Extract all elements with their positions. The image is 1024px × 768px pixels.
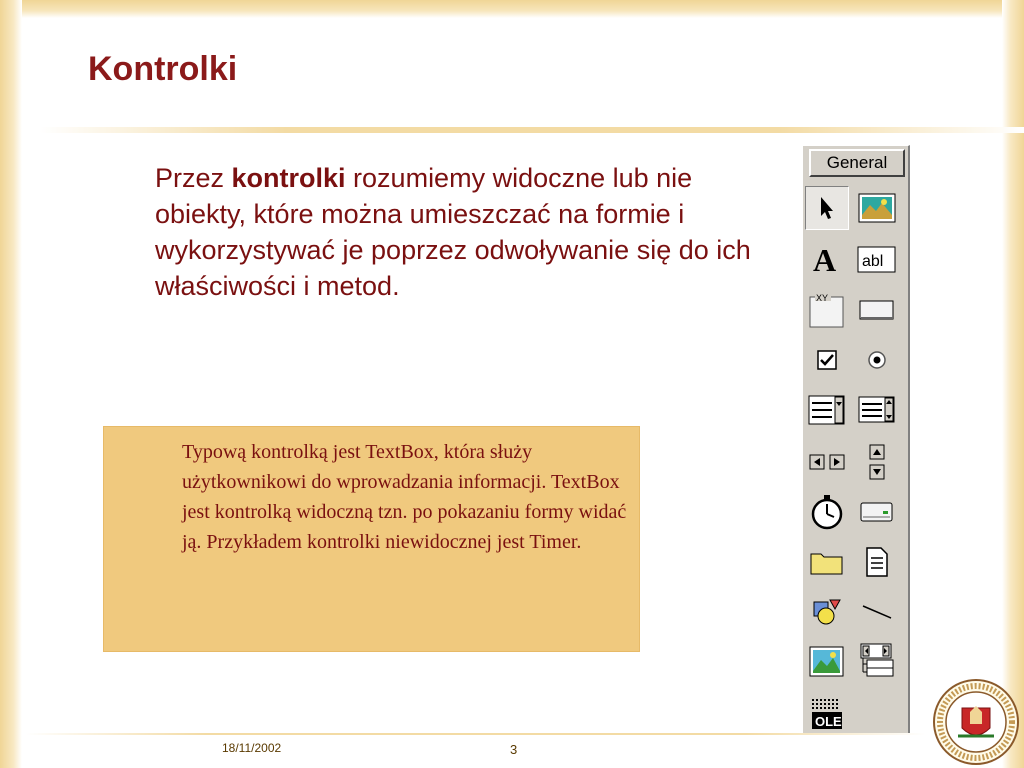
title-underline xyxy=(40,127,1024,133)
data-tool[interactable] xyxy=(855,640,899,684)
shape-tool[interactable] xyxy=(805,590,849,634)
filelistbox-tool[interactable] xyxy=(855,540,899,584)
data-icon xyxy=(857,642,897,682)
drivelistbox-tool[interactable] xyxy=(855,490,899,534)
slide-title: Kontrolki xyxy=(88,50,238,88)
vscrollbar-tool[interactable] xyxy=(855,440,899,484)
optionbutton-tool[interactable] xyxy=(855,338,899,382)
svg-text:A: A xyxy=(813,245,837,275)
note-text: Typową kontrolką jest TextBox, która służy użytkownikowi do wprowadzania informacji. TextBox jest kontrolką widoczną tzn. po pokazaniu formy widać ją. Przykładem kontrolki niewidocznej jest Timer. xyxy=(182,441,627,553)
school-seal-logo xyxy=(932,678,1020,766)
ole-tool[interactable] xyxy=(805,692,849,736)
picturebox-icon xyxy=(858,193,896,223)
dirlistbox-tool[interactable] xyxy=(805,540,849,584)
commandbutton-icon xyxy=(859,298,895,322)
optionbutton-icon xyxy=(866,349,888,371)
shape-icon xyxy=(810,596,844,628)
frame-tool[interactable] xyxy=(805,288,849,332)
page-number: 3 xyxy=(510,742,518,757)
listbox-tool[interactable] xyxy=(855,388,899,432)
ole-icon xyxy=(808,696,846,732)
footer-divider xyxy=(26,733,926,735)
label-icon xyxy=(810,245,844,275)
intro-rest: rozumiemy widoczne lub nie obiekty, które można umieszczać na formie i wykorzystywać je poprzez odwoływanie się do ich właściwości i metod. xyxy=(155,163,751,301)
timer-tool[interactable] xyxy=(805,490,849,534)
commandbutton-tool[interactable] xyxy=(855,288,899,332)
textbox-tool[interactable] xyxy=(855,238,899,282)
dirlistbox-icon xyxy=(809,547,845,577)
pointer-icon xyxy=(815,194,839,222)
left-decorative-border xyxy=(0,0,22,768)
svg-text:XY: XY xyxy=(816,293,829,303)
frame-icon xyxy=(808,291,846,329)
toolbox-general-tab[interactable]: General xyxy=(809,149,905,177)
timer-icon xyxy=(810,493,844,531)
checkbox-tool[interactable] xyxy=(805,338,849,382)
vb-toolbox xyxy=(801,145,910,733)
image-tool[interactable] xyxy=(805,640,849,684)
vscrollbar-icon xyxy=(867,443,887,481)
intro-paragraph xyxy=(155,160,775,304)
image-icon xyxy=(808,645,846,679)
line-tool[interactable] xyxy=(855,590,899,634)
textbox-icon xyxy=(857,245,897,275)
combobox-tool[interactable] xyxy=(805,388,849,432)
right-decorative-border xyxy=(1002,0,1024,768)
pointer-tool[interactable] xyxy=(805,186,849,230)
hscrollbar-icon xyxy=(808,452,846,472)
picturebox-tool[interactable] xyxy=(855,186,899,230)
intro-prefix: Przez xyxy=(155,163,232,193)
intro-keyword: kontrolki xyxy=(231,163,346,193)
listbox-icon xyxy=(858,395,896,425)
svg-text:OLE: OLE xyxy=(815,714,842,729)
top-decorative-border xyxy=(0,0,1024,18)
checkbox-icon xyxy=(816,349,838,371)
note-box xyxy=(103,426,640,652)
filelistbox-icon xyxy=(863,546,891,578)
line-icon xyxy=(859,600,895,624)
drivelistbox-icon xyxy=(859,499,895,525)
svg-text:abl: abl xyxy=(862,253,884,270)
footer-date: 18/11/2002 xyxy=(222,741,282,755)
combobox-icon xyxy=(808,394,846,426)
label-tool[interactable] xyxy=(805,238,849,282)
hscrollbar-tool[interactable] xyxy=(805,440,849,484)
